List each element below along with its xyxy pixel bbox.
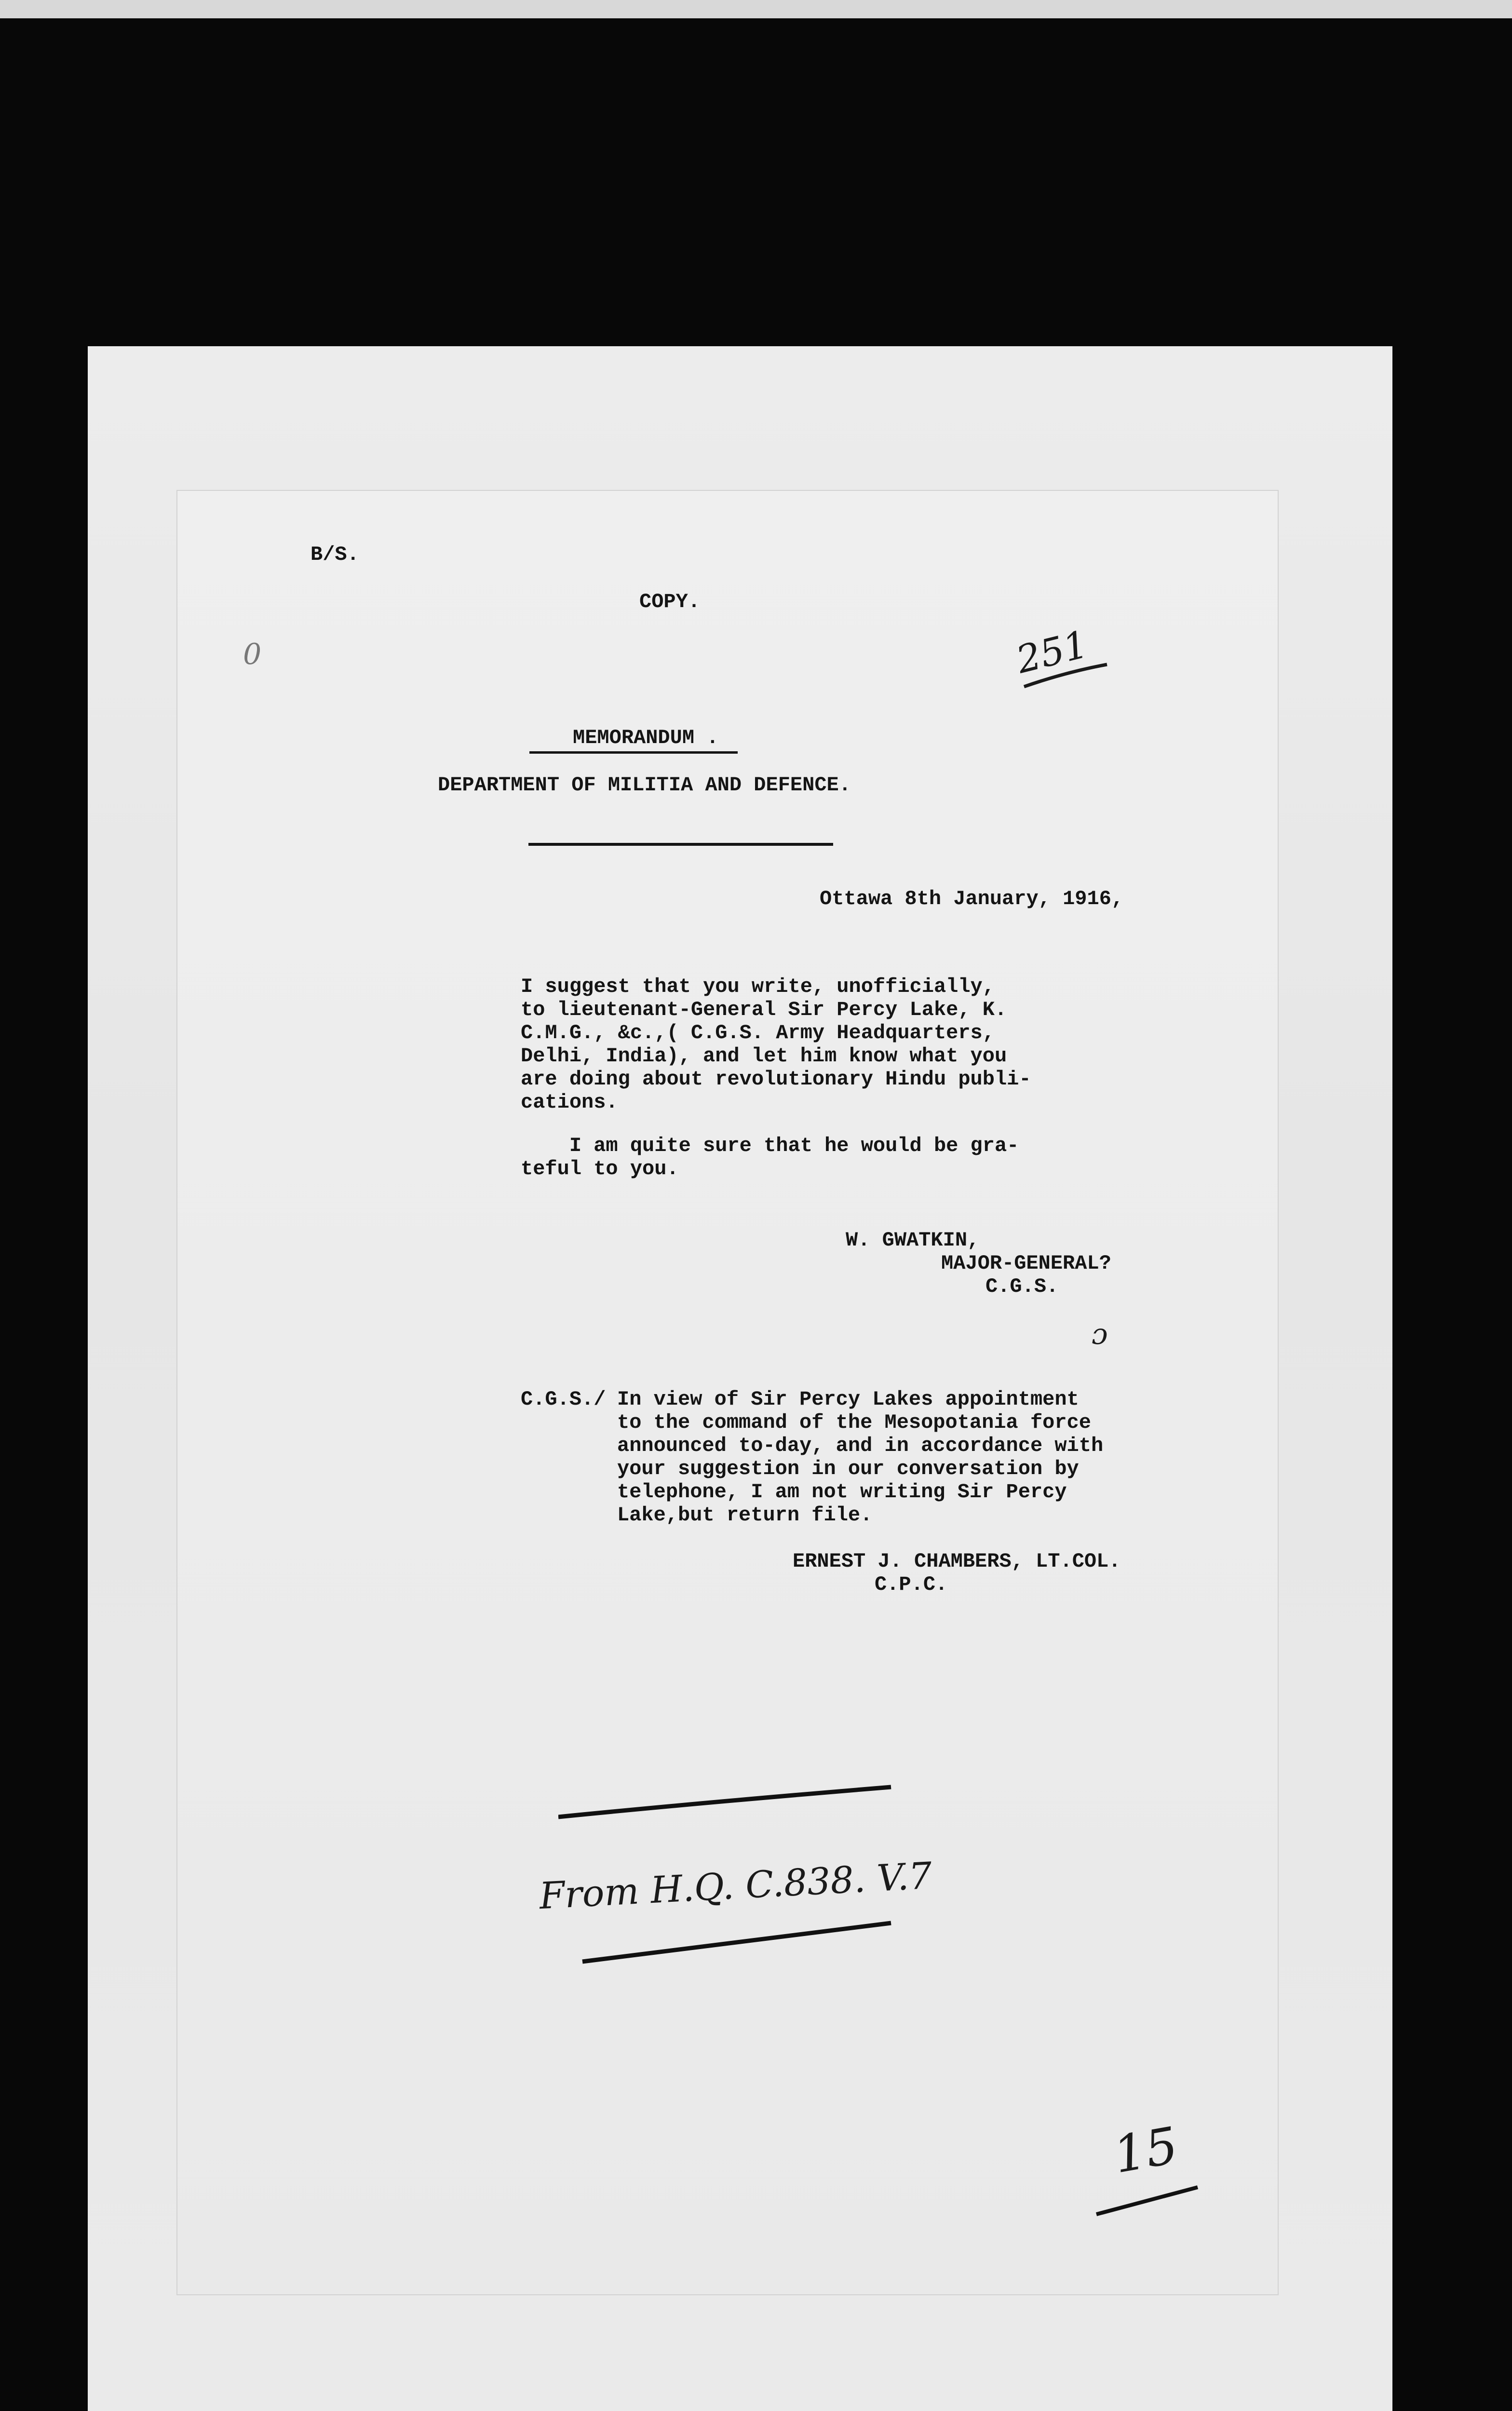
text-line: cations. — [521, 1091, 618, 1114]
text-line: Lake,but return file. — [617, 1503, 873, 1527]
text-line: teful to you. — [521, 1157, 679, 1180]
text-line: In view of Sir Percy Lakes appointment — [617, 1388, 1079, 1411]
text-line: Delhi, India), and let him know what you — [521, 1044, 1007, 1068]
memorandum-sheet — [177, 491, 1278, 2294]
memo-heading: MEMORANDUM . — [573, 726, 719, 749]
text-line: to the command of the Mesopotania force — [617, 1411, 1091, 1434]
memo-date: Ottawa 8th January, 1916, — [820, 887, 1124, 910]
reply-addressee: C.G.S./ — [521, 1388, 606, 1411]
file-reference: B/S. — [310, 543, 359, 566]
text-line: to lieutenant-General Sir Percy Lake, K. — [521, 998, 1007, 1021]
text-line: C.M.G., &c.,( C.G.S. Army Headquarters, — [521, 1021, 995, 1044]
pencil-mark: ɔ — [1092, 1317, 1108, 1351]
separator-rule — [528, 843, 833, 846]
signatory-name: ERNEST J. CHAMBERS, LT.COL. — [793, 1550, 1121, 1573]
handwritten-underline — [1022, 663, 1109, 691]
handwritten-page-number: 15 — [1109, 2115, 1182, 2185]
page-number-underline — [1094, 2184, 1201, 2218]
text-line: your suggestion in our conversation by — [617, 1457, 1079, 1480]
handwritten-reference: From H.Q. C.838. V.7 — [538, 1854, 933, 1918]
text-line: announced to-day, and in accordance with — [617, 1434, 1104, 1457]
text-line: are doing about revolutionary Hindu publi- — [521, 1068, 1031, 1091]
copy-label: COPY. — [639, 590, 701, 613]
film-top-edge — [0, 0, 1512, 18]
heading-underline — [529, 751, 738, 754]
signatory-rank: MAJOR-GENERAL? — [941, 1252, 1111, 1275]
pencil-mark: 0 — [243, 637, 262, 671]
signatory-name: W. GWATKIN, — [846, 1229, 980, 1252]
text-line: I am quite sure that he would be gra- — [521, 1134, 1019, 1157]
handwritten-file-number: 251 — [1012, 623, 1093, 682]
text-line: I suggest that you write, unofficially, — [521, 975, 995, 998]
signatory-title: C.G.S. — [986, 1275, 1059, 1298]
signatory-title: C.P.C. — [875, 1573, 948, 1596]
department-name: DEPARTMENT OF MILITIA AND DEFENCE. — [438, 773, 851, 797]
text-line: telephone, I am not writing Sir Percy — [617, 1480, 1067, 1503]
